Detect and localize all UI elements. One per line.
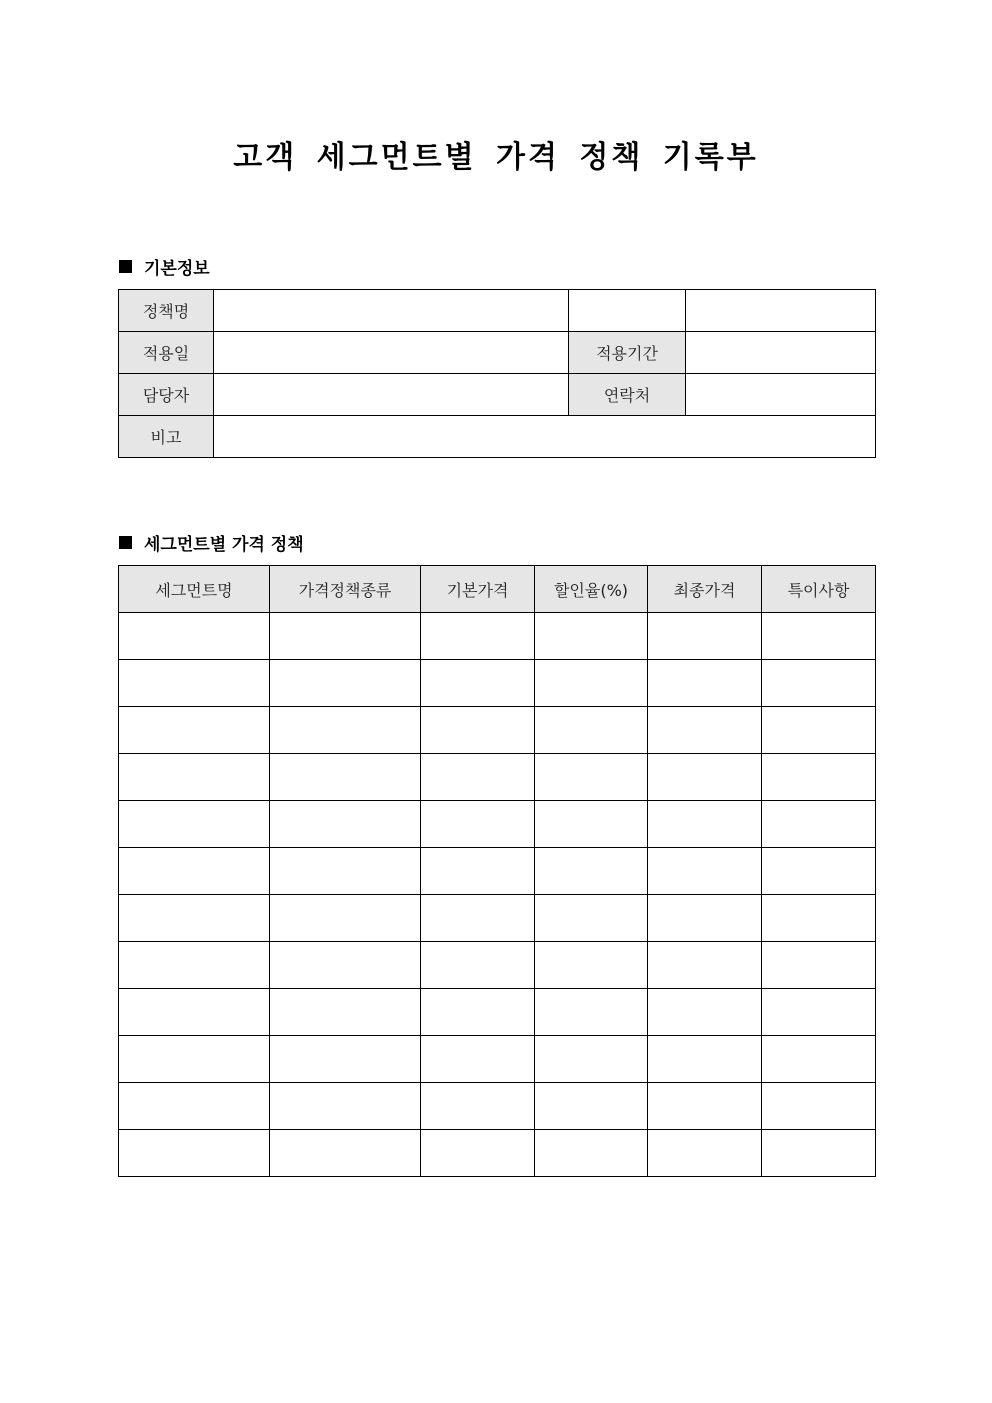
table-cell[interactable] (762, 1130, 876, 1177)
table-cell[interactable] (648, 895, 762, 942)
table-cell[interactable] (421, 660, 535, 707)
square-bullet-icon (119, 260, 132, 273)
table-cell[interactable] (762, 848, 876, 895)
table-cell[interactable] (119, 613, 270, 660)
column-header: 최종가격 (648, 566, 762, 613)
remarks-label: 비고 (119, 416, 214, 458)
table-cell[interactable] (535, 1036, 648, 1083)
column-header: 특이사항 (762, 566, 876, 613)
table-cell[interactable] (648, 1130, 762, 1177)
table-cell[interactable] (119, 848, 270, 895)
table-row (119, 1036, 876, 1083)
table-cell[interactable] (421, 1130, 535, 1177)
table-cell[interactable] (762, 707, 876, 754)
table-cell[interactable] (648, 754, 762, 801)
table-cell[interactable] (535, 895, 648, 942)
table-cell[interactable] (535, 754, 648, 801)
policy-name-label: 정책명 (119, 290, 214, 332)
period-field[interactable] (686, 332, 876, 374)
period-label: 적용기간 (569, 332, 686, 374)
column-header: 가격정책종류 (270, 566, 421, 613)
table-row (119, 895, 876, 942)
table-cell[interactable] (762, 613, 876, 660)
table-cell[interactable] (270, 1036, 421, 1083)
table-row (119, 942, 876, 989)
policy-name-field[interactable] (214, 290, 569, 332)
table-cell[interactable] (119, 942, 270, 989)
column-header: 기본가격 (421, 566, 535, 613)
table-cell[interactable] (762, 942, 876, 989)
table-cell[interactable] (762, 1036, 876, 1083)
contact-label: 연락처 (569, 374, 686, 416)
table-cell[interactable] (648, 801, 762, 848)
table-cell[interactable] (119, 1036, 270, 1083)
remarks-field[interactable] (214, 416, 876, 458)
table-cell[interactable] (270, 613, 421, 660)
effective-date-field[interactable] (214, 332, 569, 374)
table-cell[interactable] (648, 1083, 762, 1130)
table-cell[interactable] (119, 707, 270, 754)
remarks-row (119, 416, 876, 458)
table-cell[interactable] (535, 1130, 648, 1177)
segment-policy-heading (119, 530, 304, 555)
page-title: 고객 세그먼트별 가격 정책 기록부 (233, 140, 759, 175)
basic-info-table (118, 289, 876, 458)
table-cell[interactable] (648, 848, 762, 895)
table-cell[interactable] (535, 660, 648, 707)
table-cell[interactable] (535, 613, 648, 660)
table-cell[interactable] (421, 613, 535, 660)
table-cell[interactable] (421, 989, 535, 1036)
manager-row (119, 374, 876, 416)
effective-date-row (119, 332, 876, 374)
table-cell[interactable] (270, 754, 421, 801)
table-cell[interactable] (270, 942, 421, 989)
table-cell[interactable] (762, 660, 876, 707)
segment-table-body (119, 613, 876, 1177)
table-cell[interactable] (648, 1036, 762, 1083)
table-row (119, 754, 876, 801)
table-cell[interactable] (421, 895, 535, 942)
table-row (119, 801, 876, 848)
table-cell[interactable] (421, 707, 535, 754)
table-row (119, 613, 876, 660)
table-cell[interactable] (119, 1130, 270, 1177)
table-cell[interactable] (119, 754, 270, 801)
table-cell[interactable] (421, 1083, 535, 1130)
table-cell[interactable] (270, 707, 421, 754)
table-cell[interactable] (648, 989, 762, 1036)
basic-info-heading-text: 기본정보 (144, 259, 210, 279)
table-cell[interactable] (421, 1036, 535, 1083)
policy-name-row (119, 290, 876, 332)
table-cell[interactable] (762, 1083, 876, 1130)
table-cell[interactable] (119, 1083, 270, 1130)
table-cell[interactable] (762, 801, 876, 848)
table-cell[interactable] (535, 848, 648, 895)
table-row (119, 989, 876, 1036)
manager-field[interactable] (214, 374, 569, 416)
table-cell[interactable] (270, 848, 421, 895)
table-cell[interactable] (421, 848, 535, 895)
table-cell[interactable] (270, 801, 421, 848)
column-header: 세그먼트명 (119, 566, 270, 613)
blank-label-cell (569, 290, 686, 332)
table-cell[interactable] (119, 895, 270, 942)
segment-policy-table (118, 565, 876, 1177)
table-cell[interactable] (119, 801, 270, 848)
table-cell[interactable] (535, 1083, 648, 1130)
table-row (119, 1130, 876, 1177)
table-cell[interactable] (535, 989, 648, 1036)
table-cell[interactable] (762, 989, 876, 1036)
table-cell[interactable] (648, 707, 762, 754)
manager-label: 담당자 (119, 374, 214, 416)
table-cell[interactable] (535, 707, 648, 754)
table-cell[interactable] (119, 660, 270, 707)
segment-policy-heading-text: 세그먼트별 가격 정책 (144, 535, 304, 555)
table-cell[interactable] (270, 895, 421, 942)
table-cell[interactable] (270, 660, 421, 707)
column-header: 할인율(%) (535, 566, 648, 613)
table-cell[interactable] (648, 660, 762, 707)
table-row (119, 1083, 876, 1130)
table-cell[interactable] (421, 801, 535, 848)
table-cell[interactable] (421, 942, 535, 989)
table-header-row (119, 566, 876, 613)
table-row (119, 848, 876, 895)
basic-info-heading (119, 254, 210, 279)
table-cell[interactable] (119, 989, 270, 1036)
table-cell[interactable] (535, 942, 648, 989)
table-cell[interactable] (762, 754, 876, 801)
table-cell[interactable] (270, 1130, 421, 1177)
contact-field[interactable] (686, 374, 876, 416)
table-row (119, 707, 876, 754)
table-cell[interactable] (535, 801, 648, 848)
table-row (119, 660, 876, 707)
blank-value-field[interactable] (686, 290, 876, 332)
table-cell[interactable] (270, 1083, 421, 1130)
square-bullet-icon (119, 536, 132, 549)
table-cell[interactable] (270, 989, 421, 1036)
table-cell[interactable] (648, 613, 762, 660)
table-cell[interactable] (762, 895, 876, 942)
table-cell[interactable] (648, 942, 762, 989)
table-cell[interactable] (421, 754, 535, 801)
effective-date-label: 적용일 (119, 332, 214, 374)
